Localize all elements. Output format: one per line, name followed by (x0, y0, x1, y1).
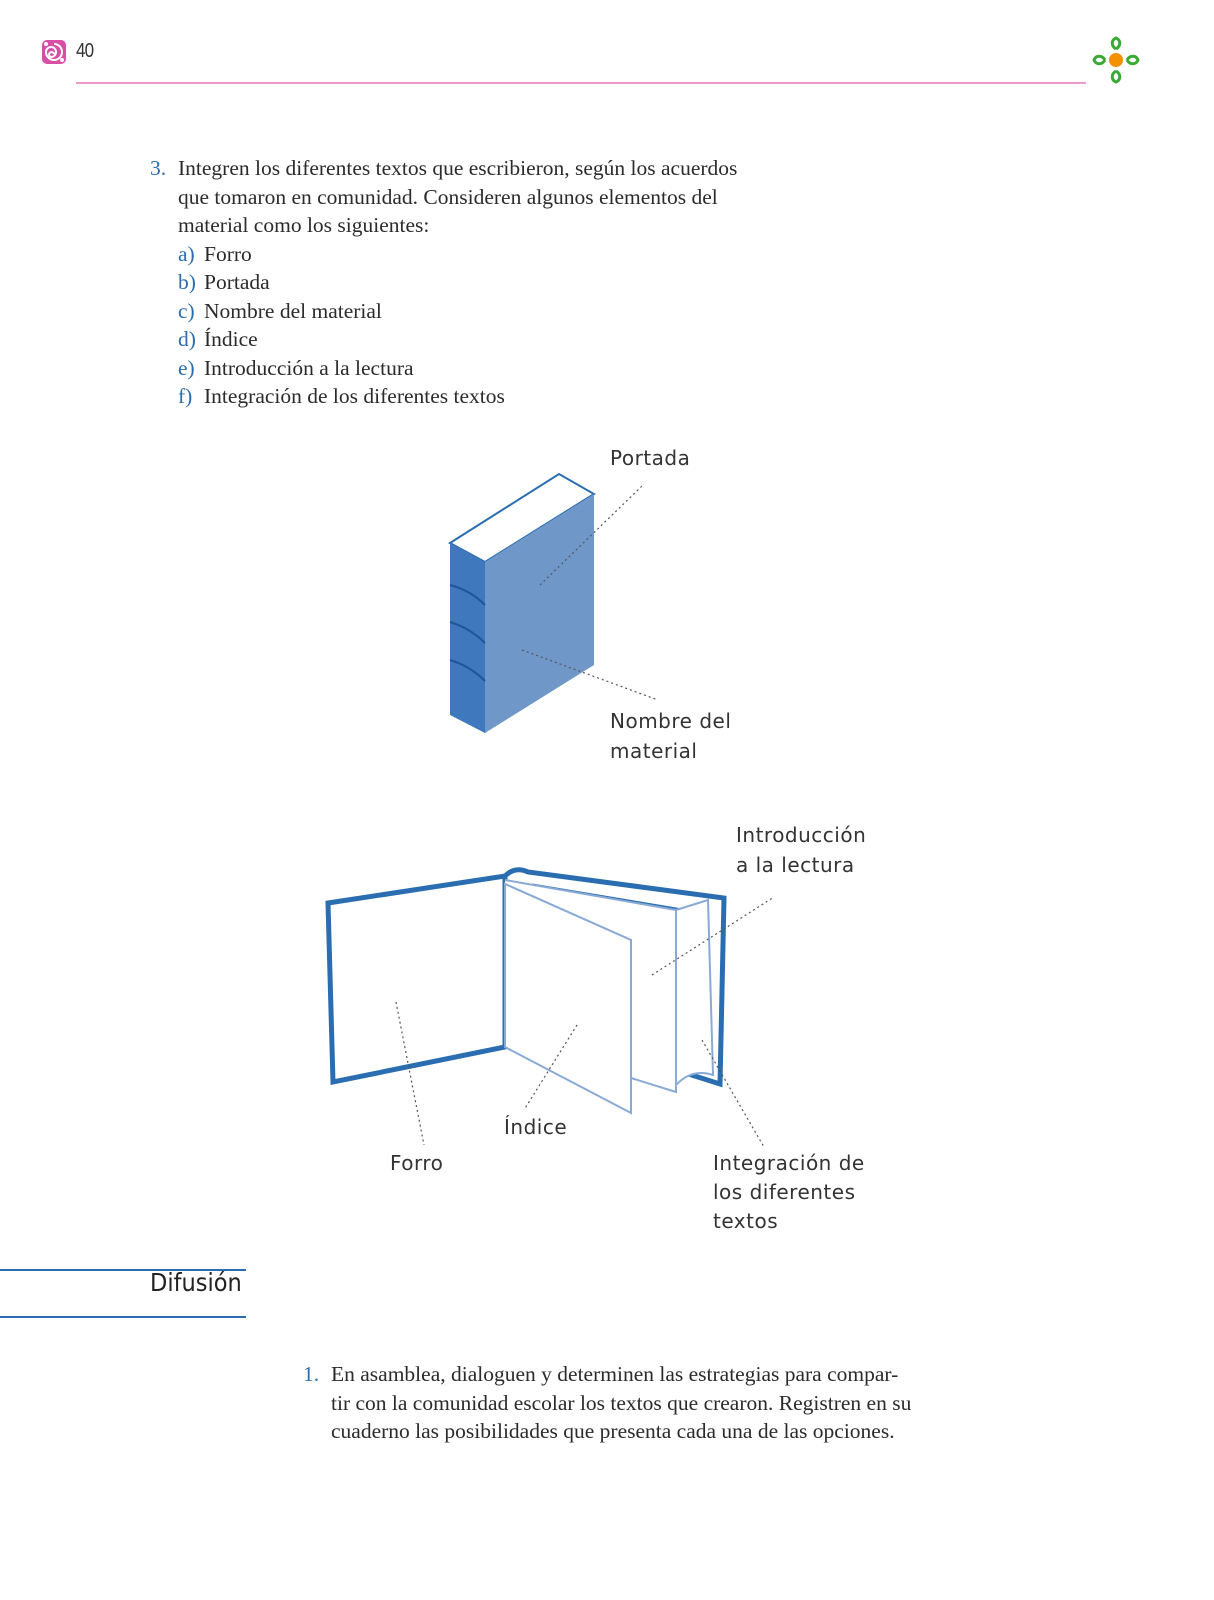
instruction-line: cuaderno las posibilidades que presenta cada una de las opciones. (331, 1419, 895, 1443)
activity-1 (303, 1360, 923, 1446)
integracion-label-line2: los diferentes (713, 1180, 856, 1204)
integracion-label-line3: textos (713, 1209, 779, 1233)
instruction-line: material como los siguientes: (178, 213, 430, 237)
list-item-text: Forro (204, 241, 252, 266)
list-item-text: Índice (204, 327, 258, 351)
list-item-text: Integración de los diferentes textos (204, 384, 505, 408)
page-number: 40 (76, 40, 94, 62)
list-item-text: Nombre del material (204, 298, 382, 323)
list-item-letter: a) (178, 241, 195, 266)
introduccion-label-line1: Introducción (736, 823, 867, 847)
open-book-illustration (328, 870, 724, 1113)
forro-label: Forro (390, 1151, 444, 1175)
nombre-label-line1: Nombre del (610, 709, 732, 733)
list-item-letter: e) (178, 355, 195, 380)
list-item-letter: b) (178, 270, 196, 294)
introduccion-label-line2: a la lectura (736, 853, 855, 877)
integracion-label-line1: Integración de (713, 1151, 865, 1175)
closed-book-illustration (450, 474, 594, 733)
instruction-line: Integren los diferentes textos que escribieron, según los acuerdos (178, 156, 738, 180)
instruction-line: tir con la comunidad escolar los textos que crearon. Registren en su (331, 1390, 912, 1415)
instruction-line: que tomaron en comunidad. Consideren algunos elementos del (178, 184, 718, 209)
portada-label: Portada (610, 446, 691, 470)
activity-number: 3. (150, 156, 167, 180)
list-item-text: Portada (204, 270, 270, 294)
list-item-text: Introducción a la lectura (204, 355, 414, 380)
section-bottom-rule (0, 1316, 246, 1318)
list-item-letter: c) (178, 298, 195, 323)
indice-label: Índice (504, 1115, 568, 1139)
nombre-label-line2: material (610, 739, 698, 763)
section-title: Difusión (150, 1268, 242, 1297)
list-item-letter: f) (178, 384, 193, 408)
list-item-letter: d) (178, 327, 196, 351)
activity-number: 1. (303, 1362, 320, 1386)
instruction-line: En asamblea, dialoguen y determinen las estrategias para compar- (331, 1362, 899, 1386)
